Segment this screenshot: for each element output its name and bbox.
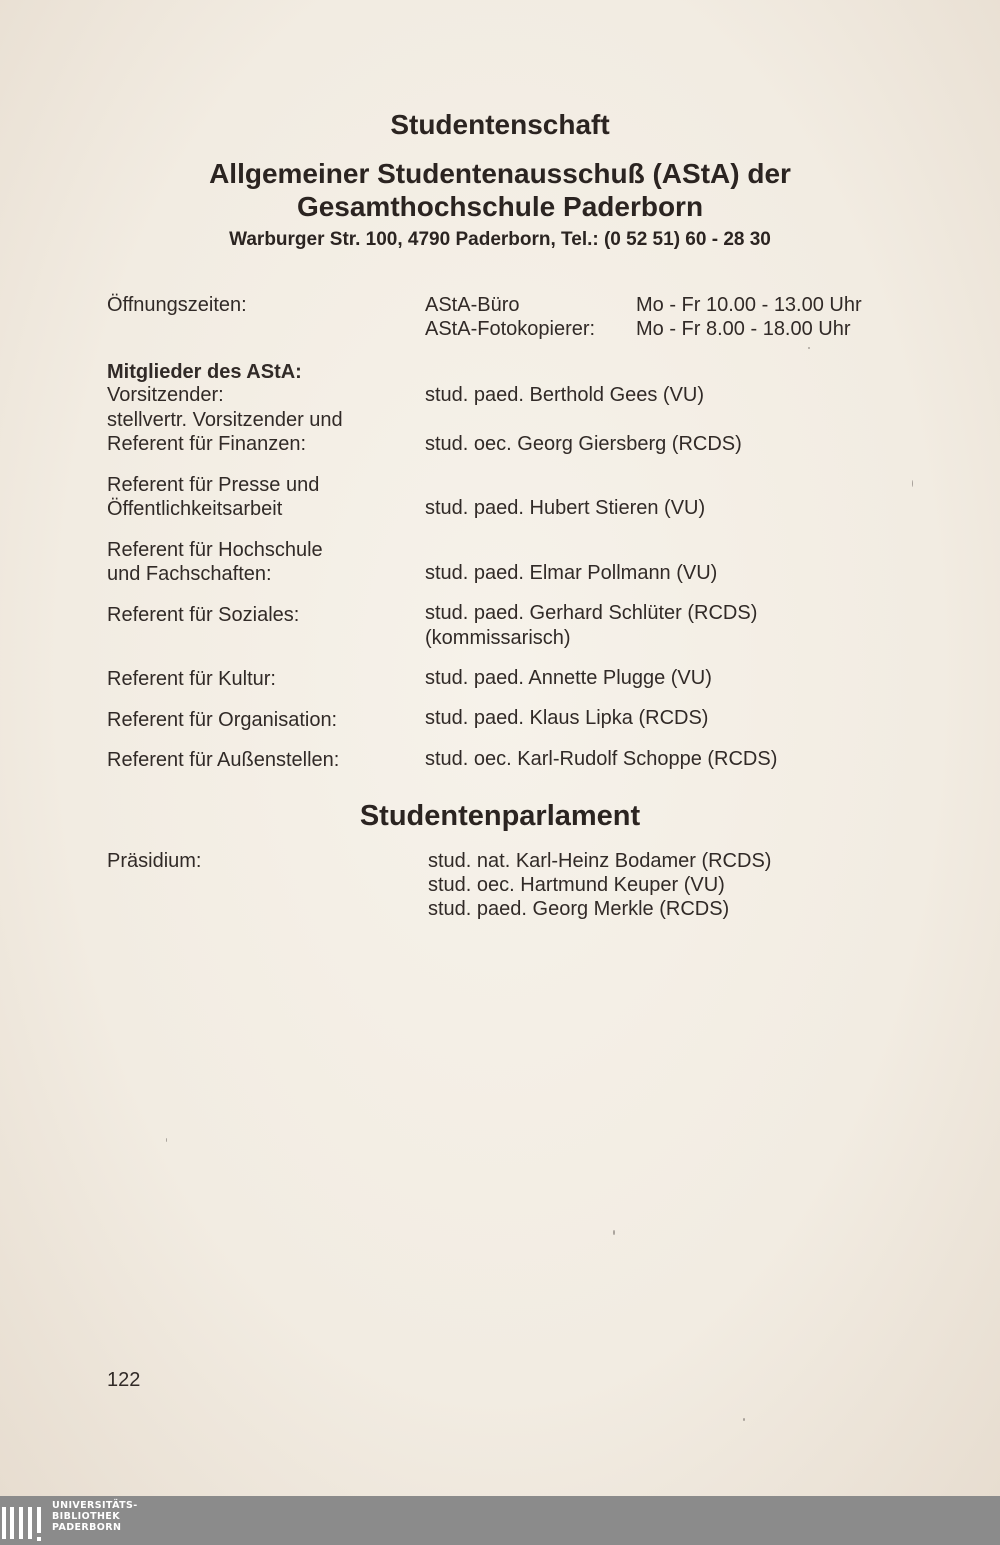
name-university: stud. paed. Elmar Pollmann (VU): [425, 562, 718, 584]
scan-speck: [808, 347, 810, 349]
name-deputy-chair: stud. oec. Georg Giersberg (RCDS): [425, 433, 742, 455]
role-organisation: Referent für Organisation:: [107, 709, 338, 731]
parliament-title: Studentenparlament: [359, 800, 641, 832]
page-number: 122: [107, 1369, 141, 1391]
role-social: Referent für Soziales:: [107, 604, 300, 626]
role-deputy-chair-line1: stellvertr. Vorsitzender und: [107, 409, 343, 431]
name-press: stud. paed. Hubert Stieren (VU): [425, 497, 706, 519]
library-footer-bar: [0, 1496, 1000, 1545]
name-social: stud. paed. Gerhard Schlüter (RCDS): [425, 602, 758, 624]
members-heading: Mitglieder des AStA:: [107, 361, 302, 383]
name-chair: stud. paed. Berthold Gees (VU): [425, 384, 705, 406]
presidium-member-2: stud. oec. Hartmund Keuper (VU): [428, 874, 725, 896]
role-deputy-chair-line2: Referent für Finanzen:: [107, 433, 306, 455]
role-press-line2: Öffentlichkeitsarbeit: [107, 498, 283, 520]
org-title-line1: Allgemeiner Studentenausschuß (AStA) der: [209, 158, 791, 189]
role-branches: Referent für Außenstellen:: [107, 749, 340, 771]
scan-speck: [743, 1418, 745, 1421]
library-line-1: UNIVERSITÄTS-: [52, 1500, 138, 1511]
library-name: [52, 1500, 138, 1533]
opening-time-copier: Mo - Fr 8.00 - 18.00 Uhr: [636, 318, 851, 340]
role-culture: Referent für Kultur:: [107, 668, 276, 690]
presidium-label: Präsidium:: [107, 850, 202, 872]
name-culture: stud. paed. Annette Plugge (VU): [425, 667, 712, 689]
scan-speck: [166, 1138, 167, 1142]
opening-place-asta-buero: AStA-Büro: [425, 294, 520, 316]
name-social-note: (kommissarisch): [425, 627, 571, 649]
name-branches: stud. oec. Karl-Rudolf Schoppe (RCDS): [425, 748, 778, 770]
scan-speck: [613, 1230, 615, 1235]
presidium-member-3: stud. paed. Georg Merkle (RCDS): [428, 898, 730, 920]
name-organisation: stud. paed. Klaus Lipka (RCDS): [425, 707, 709, 729]
role-university-line1: Referent für Hochschule: [107, 539, 323, 561]
barcode-logo-icon: [0, 1496, 46, 1545]
opening-place-copier: AStA-Fotokopierer:: [425, 318, 596, 340]
scan-speck: [912, 480, 913, 487]
presidium-member-1: stud. nat. Karl-Heinz Bodamer (RCDS): [428, 850, 772, 872]
section-title: Studentenschaft: [390, 109, 610, 140]
library-line-2: BIBLIOTHEK: [52, 1511, 120, 1522]
role-university-line2: und Fachschaften:: [107, 563, 272, 585]
role-press-line1: Referent für Presse und: [107, 474, 320, 496]
address-line: Warburger Str. 100, 4790 Paderborn, Tel.: (0 52 51) 60 - 28 30: [229, 229, 771, 250]
org-title-line2: Gesamthochschule Paderborn: [296, 191, 704, 222]
library-line-3: PADERBORN: [52, 1522, 122, 1533]
role-chair: Vorsitzender:: [107, 384, 224, 406]
opening-hours-label: Öffnungszeiten:: [107, 294, 247, 316]
opening-time-asta-buero: Mo - Fr 10.00 - 13.00 Uhr: [636, 294, 862, 316]
